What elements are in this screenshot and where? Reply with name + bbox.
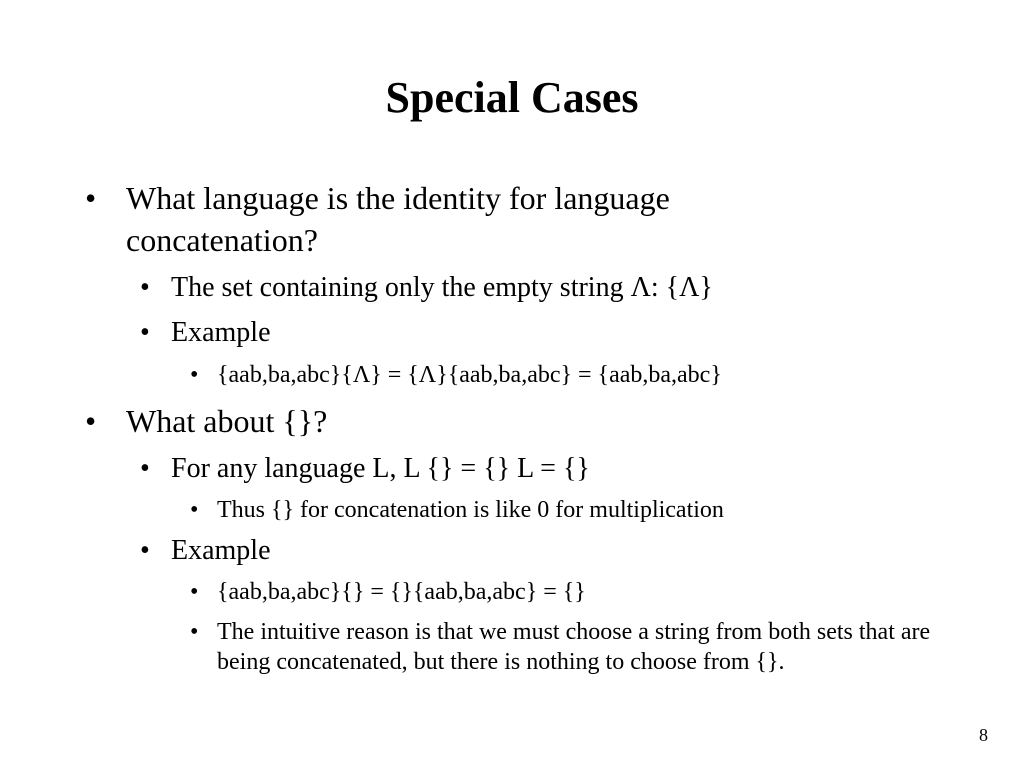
bullet-item-level-1 (85, 177, 845, 261)
bullet-text: What about {}? (126, 403, 328, 439)
bullet-text: The set containing only the empty string Λ: {Λ} (171, 272, 713, 303)
bullet-icon: • (85, 403, 97, 439)
bullet-item-level-3 (190, 360, 940, 390)
bullet-icon: • (190, 497, 199, 523)
bullet-icon: • (140, 317, 150, 348)
bullet-icon: • (85, 180, 97, 216)
bullet-icon: • (140, 535, 150, 566)
bullet-text: {aab,ba,abc}{} = {}{aab,ba,abc} = {} (217, 579, 586, 605)
bullet-icon: • (140, 272, 150, 303)
slide-title: Special Cases (385, 73, 639, 122)
bullet-icon: • (190, 579, 199, 605)
bullet-item-level-2 (140, 534, 900, 568)
page-number: 8 (979, 725, 988, 745)
bullet-icon: • (190, 619, 199, 645)
bullet-item-level-2 (140, 271, 900, 305)
bullet-text: Thus {} for concatenation is like 0 for multiplication (217, 497, 724, 523)
bullet-text: {aab,ba,abc}{Λ} = {Λ}{aab,ba,abc} = {aab,ba,abc} (217, 362, 722, 388)
bullet-text: For any language L, L {} = {} L = {} (171, 453, 590, 484)
bullet-icon: • (140, 453, 150, 484)
bullet-text: What language is the identity for language concatenation? (126, 180, 670, 258)
bullet-text: Example (171, 535, 271, 566)
bullet-text: Example (171, 317, 271, 348)
bullet-item-level-3 (190, 495, 940, 525)
bullet-item-level-1 (85, 400, 845, 442)
bullet-item-level-2 (140, 452, 900, 486)
bullet-text: The intuitive reason is that we must choose a string from both sets that are being concatenated, but there is nothing to choose from {}. (217, 619, 931, 675)
bullet-item-level-3 (190, 617, 940, 677)
bullet-icon: • (190, 362, 199, 388)
bullet-item-level-2 (140, 316, 900, 350)
bullet-item-level-3 (190, 577, 940, 607)
